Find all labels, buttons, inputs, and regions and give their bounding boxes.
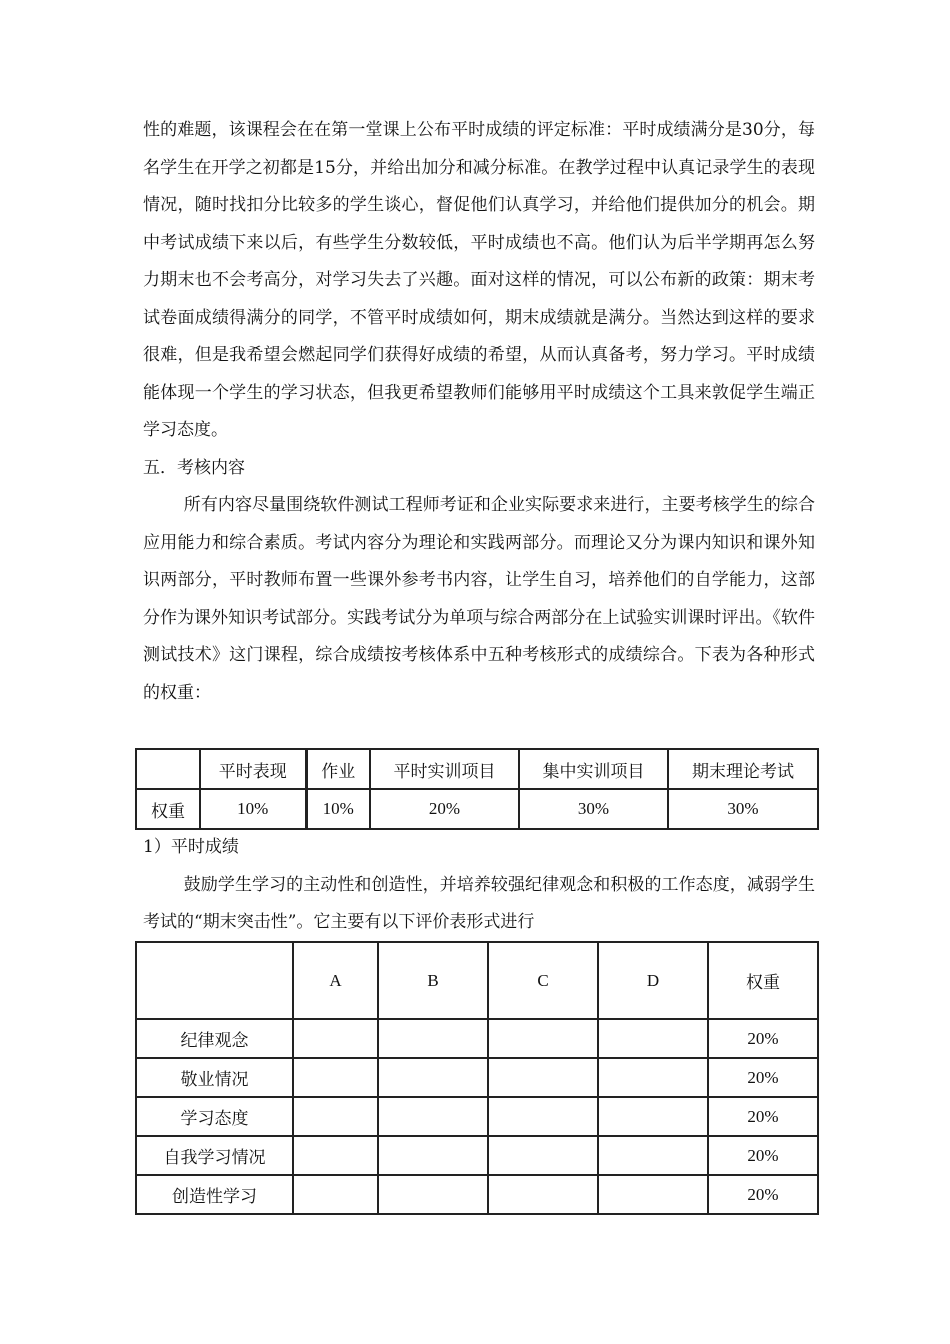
eval-section — [143, 829, 815, 942]
eval-header-cell: A — [293, 942, 378, 1019]
eval-cell-d — [598, 1058, 708, 1097]
eval-table-row — [136, 1097, 818, 1136]
eval-cell-b — [378, 1019, 488, 1058]
eval-cell-b — [378, 1097, 488, 1136]
weight-header-cell: 作业 — [306, 749, 370, 789]
eval-cell-c — [488, 1019, 598, 1058]
content-paragraph: 所有内容尽量围绕软件测试工程师考证和企业实际要求来进行，主要考核学生的综合应用能力和综合素质。考试内容分为理论和实践两部分。而理论又分为课内知识和课外知识两部分，平时教师布置一些课外参考书内容，让学生自习，培养他们的自学能力，这部分作为课外知识考试部分。实践考试分为单项与综合两部分在上试验实训课时评出。《软件测试技术》这门课程，综合成绩按考核体系中五种考核形式的成绩综合。下表为各种形式的权重： — [143, 495, 815, 703]
weight-table-value-row — [136, 789, 818, 829]
eval-row-label: 创造性学习 — [136, 1175, 293, 1214]
eval-cell-d — [598, 1097, 708, 1136]
intro-paragraph: 性的难题，该课程会在在第一堂课上公布平时成绩的评定标准：平时成绩满分是30分，每名学生在开学之初都是15分，并给出加分和减分标准。在教学过程中认真记录学生的表现情况，随时找扣分比较多的学生谈心，督促他们认真学习，并给他们提供加分的机会。期中考试成绩下来以后，有些学生分数较低，平时成绩也不高。他们认为后半学期再怎么努力期末也不会考高分，对学习失去了兴趣。面对这样的情况，可以公布新的政策：期末考试卷面成绩得满分的同学，不管平时成绩如何，期末成绩就是满分。当然达到这样的要求很难，但是我希望会燃起同学们获得好成绩的希望，从而认真备考，努力学习。平时成绩能体现一个学生的学习状态，但我更希望教师们能够用平时成绩这个工具来敦促学生端正学习态度。 — [143, 120, 815, 440]
eval-row-weight: 20% — [708, 1175, 818, 1214]
weight-value-cell: 30% — [519, 789, 668, 829]
weight-header-cell: 集中实训项目 — [519, 749, 668, 789]
weight-header-cell: 期末理论考试 — [668, 749, 818, 789]
eval-header-cell: 权重 — [708, 942, 818, 1019]
weight-value-cell: 20% — [370, 789, 519, 829]
weight-header-cell: 平时表现 — [200, 749, 306, 789]
eval-cell-c — [488, 1058, 598, 1097]
eval-cell-a — [293, 1175, 378, 1214]
weight-table-header-row — [136, 749, 818, 789]
eval-row-label: 纪律观念 — [136, 1019, 293, 1058]
eval-row-label: 自我学习情况 — [136, 1136, 293, 1175]
eval-cell-a — [293, 1136, 378, 1175]
eval-header-cell: C — [488, 942, 598, 1019]
eval-cell-d — [598, 1019, 708, 1058]
subheading: 1）平时成绩 — [143, 837, 239, 857]
eval-cell-c — [488, 1136, 598, 1175]
eval-table-row — [136, 1175, 818, 1214]
eval-cell-b — [378, 1136, 488, 1175]
eval-cell-b — [378, 1058, 488, 1097]
eval-row-label: 学习态度 — [136, 1097, 293, 1136]
eval-cell-b — [378, 1175, 488, 1214]
weight-value-cell: 10% — [306, 789, 370, 829]
eval-header-cell: B — [378, 942, 488, 1019]
eval-table-corner — [136, 942, 293, 1019]
eval-row-label: 敬业情况 — [136, 1058, 293, 1097]
weight-header-cell: 平时实训项目 — [370, 749, 519, 789]
eval-cell-a — [293, 1097, 378, 1136]
eval-table-row — [136, 1019, 818, 1058]
eval-cell-d — [598, 1136, 708, 1175]
weight-row-label: 权重 — [136, 789, 200, 829]
eval-paragraph: 鼓励学生学习的主动性和创造性，并培养较强纪律观念和积极的工作态度，减弱学生考试的“期末突击性”。它主要有以下评价表形式进行 — [143, 874, 815, 932]
evaluation-table — [135, 941, 819, 1215]
weight-table-corner — [136, 749, 200, 789]
weight-value-cell: 30% — [668, 789, 818, 829]
eval-row-weight: 20% — [708, 1058, 818, 1097]
weight-value-cell: 10% — [200, 789, 306, 829]
document-body — [143, 112, 815, 712]
eval-cell-a — [293, 1058, 378, 1097]
eval-row-weight: 20% — [708, 1097, 818, 1136]
eval-row-weight: 20% — [708, 1136, 818, 1175]
eval-cell-c — [488, 1175, 598, 1214]
eval-cell-a — [293, 1019, 378, 1058]
section-heading: 五．考核内容 — [143, 457, 245, 478]
eval-row-weight: 20% — [708, 1019, 818, 1058]
eval-cell-c — [488, 1097, 598, 1136]
eval-table-row — [136, 1058, 818, 1097]
eval-table-header-row — [136, 942, 818, 1019]
eval-cell-d — [598, 1175, 708, 1214]
weight-table — [135, 748, 819, 830]
eval-header-cell: D — [598, 942, 708, 1019]
eval-table-row — [136, 1136, 818, 1175]
